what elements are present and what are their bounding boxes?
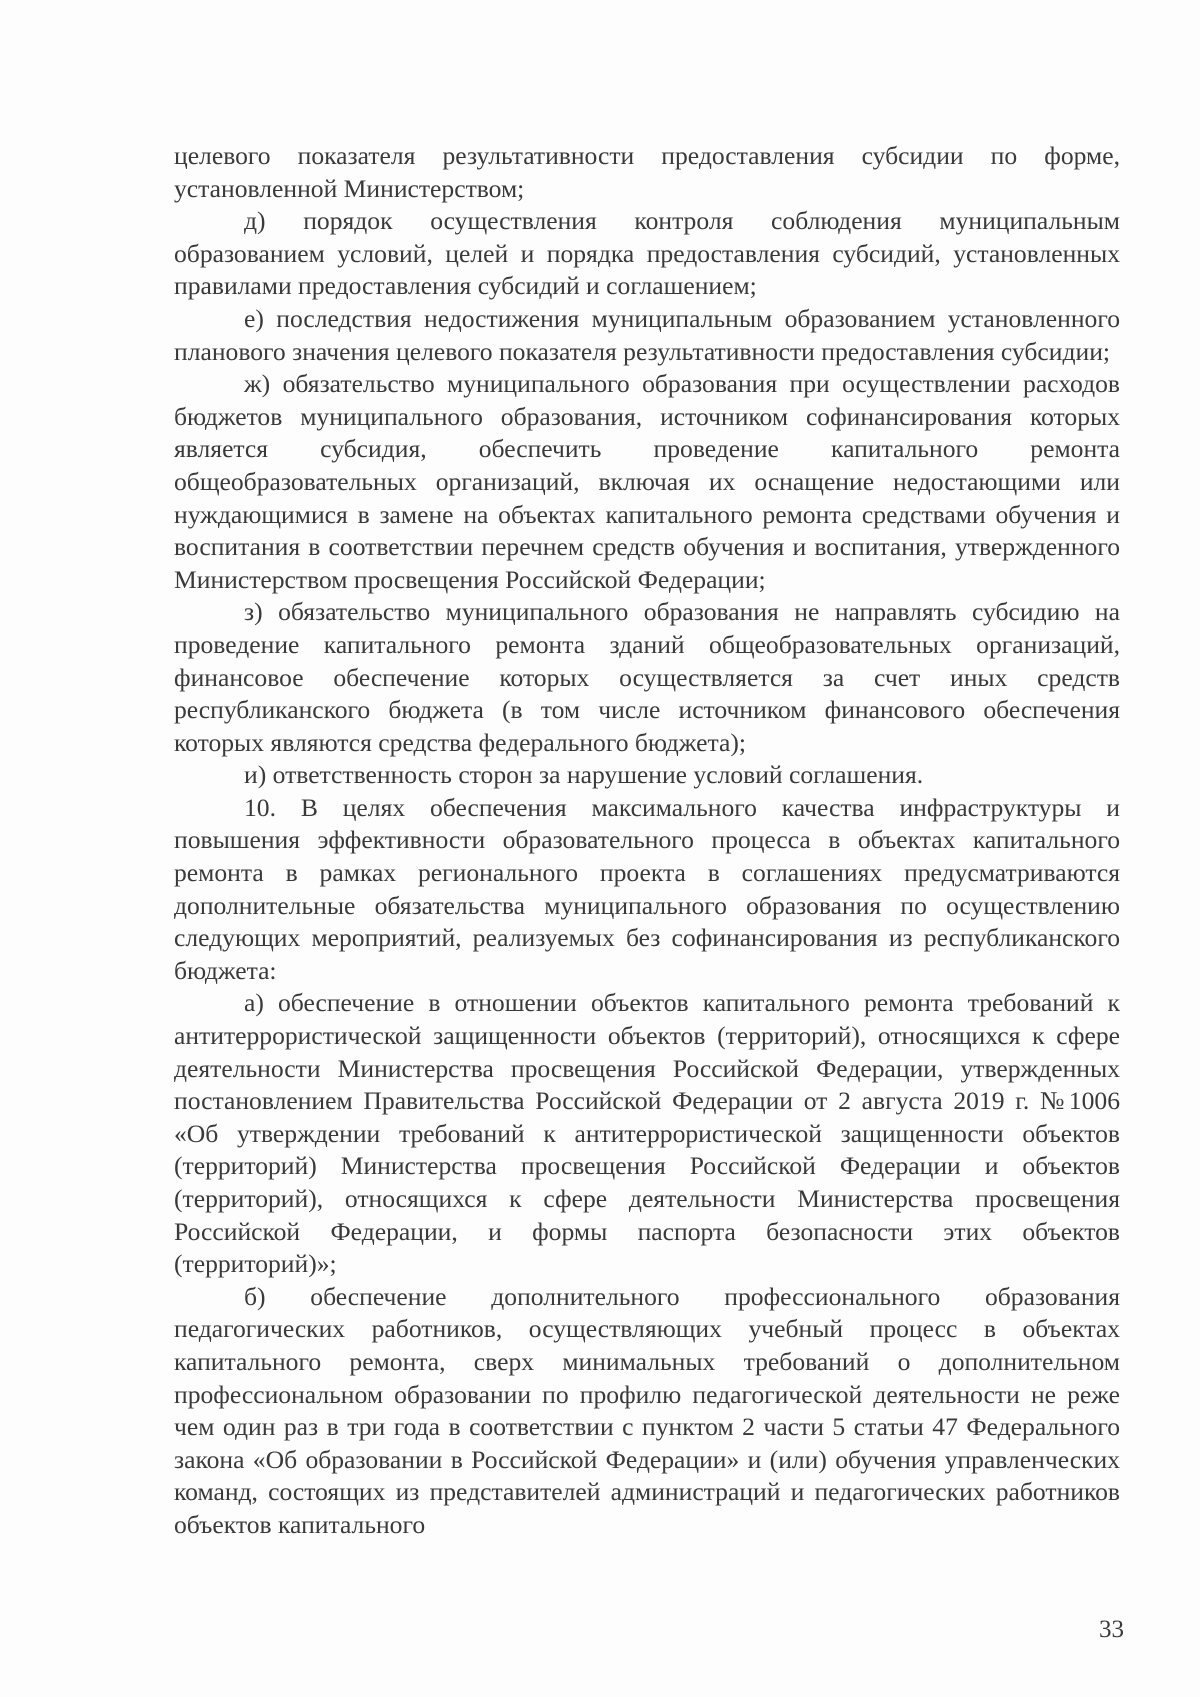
document-body [174, 140, 1120, 1542]
paragraph: з) обязательство муниципального образования не направлять субсидию на проведение капитального ремонта зданий общеобразовательных организаций, финансовое обеспечение которых осуществляется за счет иных средств республиканского бюджета (в том числе источником финансового обеспечения которых являются средства федерального бюджета); [174, 597, 1120, 757]
paragraph: б) обеспечение дополнительного профессионального образования педагогических работников, осуществляющих учебный процесс в объектах капитального ремонта, сверх минимальных требований о дополнительном профессиональном образовании по профилю педагогической деятельности не реже чем один раз в три года в соответствии с пунктом 2 части 5 статьи 47 Федерального закона «Об образовании в Российской Федерации» и (или) обучения управленческих команд, состоящих из представителей администраций и педагогических работников объектов капитального [174, 1281, 1120, 1539]
paragraph: 10. В целях обеспечения максимального качества инфраструктуры и повышения эффективности образовательного процесса в объектах капитального ремонта в рамках регионального проекта в соглашениях предусматриваются дополнительные обязательства муниципального образования по осуществлению следующих мероприятий, реализуемых без софинансирования из республиканского бюджета: [174, 792, 1120, 985]
page-number: 33 [1099, 1616, 1124, 1643]
paragraph: е) последствия недостижения муниципальным образованием установленного планового значения целевого показателя результативности предоставления субсидии; [174, 303, 1120, 366]
paragraph: ж) обязательство муниципального образования при осуществлении расходов бюджетов муниципального образования, источником софинансирования которых является субсидия, обеспечить проведение капитального ремонта общеобразовательных организаций, включая их оснащение недостающими или нуждающимися в замене на объектах капитального ремонта средствами обучения и воспитания в соответствии перечнем средств обучения и воспитания, утвержденного Министерством просвещения Российской Федерации; [174, 369, 1120, 594]
paragraph: а) обеспечение в отношении объектов капитального ремонта требований к антитеррористической защищенности объектов (территорий), относящихся к сфере деятельности Министерства просвещения Российской Федерации, утвержденных постановлением Правительства Российской Федерации от 2 августа 2019 г. №1006 «Об утверждении требований к антитеррористической защищенности объектов (территорий) Министерства просвещения Российской Федерации и объектов (территорий), относящихся к сфере деятельности Министерства просвещения Российской Федерации, и формы паспорта безопасности этих объектов (территорий)»; [174, 988, 1120, 1279]
paragraph: целевого показателя результативности предоставления субсидии по форме, установленной Министерством; [174, 141, 1120, 203]
paragraph: и) ответственность сторон за нарушение условий соглашения. [244, 760, 924, 790]
paragraph: д) порядок осуществления контроля соблюдения муниципальным образованием условий, целей и порядка предоставления субсидий, установленных правилами предоставления субсидий и соглашением; [174, 206, 1120, 301]
